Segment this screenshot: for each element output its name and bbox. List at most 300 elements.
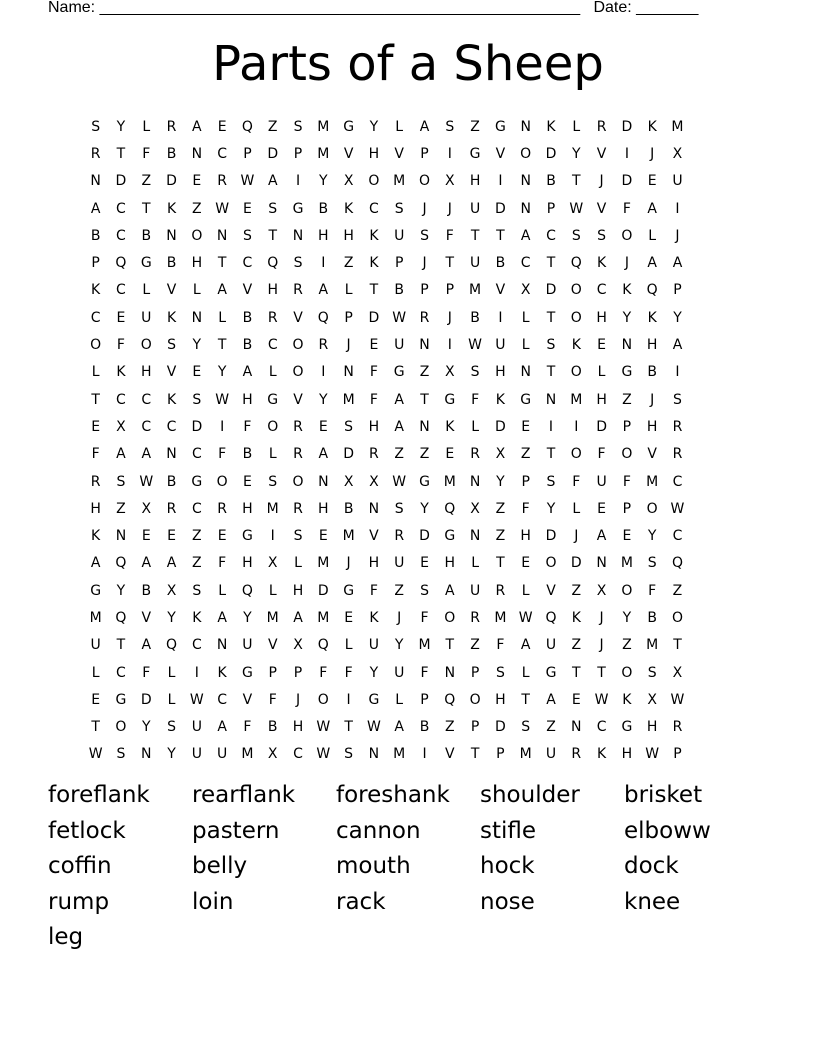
grid-letter: P	[91, 255, 100, 272]
grid-letter: Z	[672, 582, 683, 599]
grid-letter: Q	[545, 609, 557, 626]
grid-row	[83, 741, 690, 768]
grid-letter: H	[646, 719, 658, 736]
grid-letter: N	[318, 473, 329, 490]
grid-letter: P	[445, 282, 455, 299]
grid-letter: E	[597, 337, 607, 354]
grid-letter: U	[469, 582, 481, 599]
grid-letter: C	[672, 473, 683, 490]
grid-letter: H	[318, 227, 329, 244]
grid-letter: S	[344, 746, 354, 763]
grid-letter: G	[621, 719, 633, 736]
grid-letter: R	[470, 446, 480, 463]
grid-letter: O	[570, 364, 582, 381]
grid-letter: S	[470, 364, 480, 381]
grid-letter: R	[672, 719, 683, 736]
grid-letter: L	[597, 364, 606, 381]
grid-letter: K	[91, 528, 101, 545]
grid-letter: V	[394, 145, 404, 162]
grid-letter: C	[267, 337, 278, 354]
grid-letter: K	[91, 282, 101, 299]
grid-letter: T	[546, 255, 556, 272]
grid-letter: E	[571, 691, 581, 708]
grid-letter: N	[520, 364, 531, 381]
grid-letter: F	[344, 664, 353, 681]
grid-letter: B	[343, 500, 354, 517]
grid-letter: J	[650, 145, 655, 162]
grid-letter: N	[419, 418, 430, 435]
grid-letter: J	[397, 609, 402, 626]
grid-letter: T	[141, 200, 151, 217]
grid-letter: D	[191, 418, 203, 435]
grid-letter: E	[521, 418, 531, 435]
grid-letter: Q	[241, 582, 253, 599]
grid-letter: F	[648, 582, 657, 599]
grid-letter: D	[621, 118, 633, 135]
grid-letter: R	[166, 118, 177, 135]
grid-letter: Q	[115, 609, 127, 626]
grid-letter: M	[393, 173, 406, 190]
grid-letter: X	[495, 446, 506, 463]
grid-letter: Q	[317, 309, 329, 326]
grid-letter: N	[469, 473, 481, 490]
grid-letter: A	[90, 555, 101, 572]
grid-letter: G	[621, 364, 633, 381]
grid-letter: X	[369, 473, 379, 490]
grid-letter: S	[293, 528, 303, 545]
grid-letter: E	[318, 528, 328, 545]
grid-letter: Y	[647, 528, 657, 545]
word-list-item: dock	[624, 853, 679, 880]
grid-letter: A	[141, 446, 152, 463]
grid-letter: Y	[217, 364, 227, 381]
grid-letter: A	[217, 282, 227, 299]
grid-letter: P	[268, 664, 277, 681]
grid-letter: J	[422, 255, 427, 272]
grid-letter: K	[571, 337, 581, 354]
grid-letter: S	[495, 664, 505, 681]
grid-letter: N	[469, 528, 481, 545]
grid-letter: R	[394, 528, 405, 545]
grid-letter: Q	[267, 255, 279, 272]
grid-letter: F	[420, 609, 429, 626]
grid-letter: M	[570, 391, 583, 408]
grid-letter: L	[572, 500, 581, 517]
grid-letter: T	[597, 664, 606, 681]
grid-letter: A	[394, 391, 404, 408]
grid-letter: H	[292, 719, 304, 736]
grid-letter: O	[418, 173, 431, 190]
grid-letter: L	[294, 555, 302, 572]
grid-letter: U	[394, 337, 405, 354]
grid-letter: M	[418, 637, 431, 654]
grid-letter: B	[647, 609, 657, 626]
grid-letter: T	[369, 282, 379, 299]
grid-letter: V	[647, 446, 657, 463]
grid-letter: Z	[571, 637, 582, 654]
word-list-item: brisket	[624, 782, 703, 808]
grid-letter: R	[217, 500, 227, 517]
grid-row	[83, 714, 690, 741]
grid-letter: V	[343, 145, 354, 162]
grid-letter: O	[621, 446, 633, 463]
grid-letter: L	[521, 337, 530, 354]
grid-row	[83, 277, 690, 304]
word-list-item: nose	[480, 888, 535, 915]
grid-letter: R	[293, 418, 303, 435]
grid-letter: Z	[267, 118, 278, 135]
grid-letter: N	[292, 227, 304, 244]
grid-letter: H	[140, 364, 152, 381]
grid-letter: O	[621, 582, 633, 599]
grid-letter: L	[167, 664, 176, 681]
grid-letter: J	[599, 637, 604, 654]
grid-letter: O	[191, 227, 203, 244]
grid-letter: G	[343, 118, 355, 135]
grid-letter: K	[445, 418, 455, 435]
grid-letter: V	[495, 145, 506, 162]
grid-letter: L	[268, 364, 277, 381]
grid-letter: Y	[394, 637, 404, 654]
grid-letter: P	[521, 473, 530, 490]
grid-letter: X	[116, 418, 126, 435]
grid-letter: T	[673, 637, 682, 654]
grid-letter: W	[88, 746, 103, 763]
grid-letter: U	[191, 719, 202, 736]
grid-letter: B	[90, 227, 101, 244]
grid-letter: L	[192, 282, 201, 299]
grid-letter: P	[344, 309, 353, 326]
grid-letter: C	[191, 637, 202, 654]
grid-letter: W	[215, 200, 230, 217]
word-list-item: cannon	[336, 817, 421, 844]
grid-letter: U	[545, 746, 557, 763]
grid-letter: O	[292, 337, 304, 354]
grid-letter: P	[470, 664, 480, 681]
grid-letter: N	[216, 637, 228, 654]
grid-letter: K	[166, 200, 177, 217]
grid-letter: D	[495, 719, 506, 736]
grid-letter: R	[495, 582, 506, 599]
grid-letter: F	[142, 664, 151, 681]
grid-letter: N	[444, 664, 456, 681]
grid-letter: N	[520, 173, 531, 190]
grid-row	[83, 304, 690, 331]
grid-letter: D	[419, 528, 430, 545]
grid-letter: F	[521, 500, 530, 517]
grid-letter: J	[422, 200, 427, 217]
grid-letter: F	[369, 364, 378, 381]
grid-letter: T	[546, 364, 556, 381]
word-list-item: foreshank	[336, 782, 450, 808]
grid-letter: M	[646, 637, 659, 654]
grid-letter: Q	[646, 282, 658, 299]
grid-letter: Y	[141, 719, 151, 736]
grid-letter: S	[293, 255, 303, 272]
grid-row	[83, 522, 690, 549]
grid-letter: E	[192, 173, 202, 190]
grid-letter: P	[293, 145, 303, 162]
grid-letter: Z	[141, 173, 152, 190]
grid-letter: T	[91, 391, 100, 408]
grid-letter: T	[445, 255, 455, 272]
grid-letter: M	[266, 609, 279, 626]
grid-letter: C	[116, 391, 126, 408]
grid-letter: A	[242, 364, 253, 381]
grid-letter: O	[671, 609, 683, 626]
grid-letter: O	[267, 418, 279, 435]
grid-letter: G	[419, 473, 430, 490]
grid-letter: L	[167, 691, 176, 708]
grid-letter: J	[624, 255, 629, 272]
grid-letter: A	[217, 719, 227, 736]
grid-letter: U	[242, 637, 253, 654]
grid-letter: F	[622, 200, 631, 217]
grid-letter: Z	[116, 500, 126, 517]
grid-letter: I	[675, 200, 680, 217]
grid-letter: B	[419, 719, 430, 736]
grid-letter: V	[267, 637, 278, 654]
word-list-item: leg	[48, 924, 84, 951]
word-list-item: elboww	[624, 817, 711, 844]
grid-letter: S	[192, 582, 202, 599]
grid-letter: R	[90, 145, 101, 162]
grid-letter: F	[268, 691, 277, 708]
grid-letter: O	[216, 473, 228, 490]
grid-letter: B	[166, 145, 177, 162]
grid-letter: U	[90, 637, 101, 654]
grid-letter: W	[189, 691, 204, 708]
grid-letter: W	[139, 473, 154, 490]
grid-letter: K	[622, 282, 632, 299]
grid-letter: H	[596, 391, 607, 408]
word-list-item: mouth	[336, 853, 411, 880]
grid-letter: Y	[167, 609, 176, 626]
grid-letter: I	[675, 364, 680, 381]
grid-letter: B	[546, 173, 556, 190]
grid-letter: A	[141, 637, 152, 654]
grid-letter: I	[548, 418, 554, 435]
grid-letter: G	[90, 582, 102, 599]
grid-letter: M	[342, 528, 355, 545]
grid-letter: L	[344, 637, 353, 654]
grid-letter: U	[217, 746, 228, 763]
grid-letter: T	[445, 637, 455, 654]
grid-letter: N	[621, 337, 633, 354]
grid-letter: L	[91, 364, 100, 381]
grid-letter: K	[166, 391, 177, 408]
grid-letter: Z	[546, 719, 556, 736]
grid-letter: A	[293, 609, 303, 626]
grid-letter: T	[91, 719, 100, 736]
grid-letter: S	[420, 582, 429, 599]
grid-letter: S	[647, 555, 657, 572]
grid-letter: C	[596, 282, 607, 299]
grid-letter: R	[571, 746, 582, 763]
grid-letter: K	[647, 309, 657, 326]
grid-letter: M	[620, 555, 633, 572]
grid-letter: U	[394, 555, 405, 572]
grid-letter: R	[293, 282, 303, 299]
word-list-item: fetlock	[48, 817, 126, 844]
grid-letter: J	[346, 555, 351, 572]
grid-letter: S	[647, 664, 657, 681]
grid-letter: S	[420, 227, 429, 244]
grid-letter: A	[267, 173, 278, 190]
grid-letter: P	[622, 500, 632, 517]
grid-letter: N	[191, 145, 203, 162]
grid-letter: S	[242, 227, 252, 244]
grid-letter: N	[596, 555, 607, 572]
grid-letter: I	[194, 664, 199, 681]
grid-letter: V	[495, 282, 506, 299]
grid-row	[83, 331, 690, 358]
grid-letter: K	[369, 227, 379, 244]
grid-letter: A	[141, 555, 152, 572]
grid-letter: N	[141, 746, 152, 763]
grid-letter: O	[115, 719, 127, 736]
grid-letter: N	[191, 309, 203, 326]
grid-letter: V	[596, 200, 607, 217]
grid-letter: J	[346, 337, 351, 354]
grid-letter: Y	[192, 337, 202, 354]
grid-letter: A	[318, 282, 329, 299]
grid-letter: H	[469, 173, 481, 190]
grid-letter: W	[392, 309, 407, 326]
grid-letter: Y	[622, 309, 632, 326]
grid-letter: N	[115, 528, 127, 545]
grid-letter: E	[420, 555, 429, 572]
grid-letter: C	[596, 719, 607, 736]
grid-letter: M	[494, 609, 507, 626]
grid-letter: G	[393, 364, 405, 381]
grid-letter: Q	[570, 255, 582, 272]
grid-letter: V	[445, 746, 455, 763]
grid-letter: A	[166, 555, 177, 572]
grid-letter: X	[647, 691, 657, 708]
grid-letter: R	[318, 337, 329, 354]
word-list-item: coffin	[48, 853, 112, 880]
grid-letter: H	[267, 282, 278, 299]
grid-letter: Z	[419, 364, 430, 381]
grid-letter: A	[672, 337, 683, 354]
grid-letter: E	[116, 309, 126, 326]
grid-letter: J	[599, 173, 604, 190]
grid-letter: P	[420, 282, 429, 299]
grid-letter: C	[141, 391, 152, 408]
grid-letter: Q	[444, 500, 456, 517]
grid-row	[83, 686, 690, 713]
grid-letter: C	[90, 309, 101, 326]
grid-letter: G	[444, 391, 456, 408]
grid-letter: L	[142, 118, 151, 135]
grid-letter: G	[494, 118, 506, 135]
grid-letter: H	[368, 418, 380, 435]
grid-letter: T	[116, 145, 126, 162]
grid-letter: K	[495, 391, 505, 408]
grid-letter: L	[218, 582, 227, 599]
grid-letter: F	[218, 446, 227, 463]
grid-letter: H	[646, 337, 658, 354]
grid-letter: N	[216, 227, 228, 244]
grid-letter: M	[317, 609, 330, 626]
grid-letter: K	[344, 200, 354, 217]
grid-letter: K	[192, 609, 202, 626]
grid-letter: E	[445, 446, 455, 463]
grid-letter: E	[369, 337, 379, 354]
grid-letter: I	[321, 364, 326, 381]
grid-letter: R	[293, 500, 303, 517]
grid-letter: R	[217, 173, 227, 190]
grid-letter: T	[344, 719, 353, 736]
grid-letter: Y	[546, 500, 556, 517]
grid-letter: O	[520, 145, 532, 162]
grid-letter: F	[622, 473, 631, 490]
grid-row	[83, 195, 690, 222]
grid-letter: H	[621, 746, 633, 763]
grid-letter: E	[597, 500, 607, 517]
header	[48, 0, 698, 18]
grid-letter: R	[672, 418, 683, 435]
grid-letter: B	[647, 364, 657, 381]
grid-letter: R	[293, 446, 303, 463]
grid-letter: D	[115, 173, 127, 190]
grid-letter: B	[394, 282, 405, 299]
grid-letter: X	[596, 582, 607, 599]
grid-letter: X	[343, 473, 354, 490]
grid-letter: X	[520, 282, 531, 299]
grid-letter: T	[546, 309, 556, 326]
grid-letter: E	[217, 528, 227, 545]
grid-letter: O	[646, 500, 658, 517]
grid-letter: F	[369, 582, 378, 599]
grid-letter: F	[471, 391, 480, 408]
grid-letter: A	[520, 227, 531, 244]
grid-letter: S	[445, 118, 455, 135]
grid-letter: X	[166, 582, 177, 599]
grid-letter: L	[395, 691, 404, 708]
grid-letter: D	[317, 582, 329, 599]
grid-letter: M	[469, 282, 482, 299]
grid-letter: Y	[369, 664, 379, 681]
grid-letter: N	[90, 173, 101, 190]
grid-row	[83, 495, 690, 522]
grid-letter: K	[596, 255, 607, 272]
grid-letter: Z	[192, 200, 202, 217]
grid-letter: D	[495, 200, 506, 217]
grid-letter: K	[166, 309, 177, 326]
grid-letter: B	[141, 582, 152, 599]
grid-letter: V	[141, 609, 152, 626]
grid-letter: Z	[622, 391, 632, 408]
grid-letter: H	[90, 500, 101, 517]
grid-letter: W	[670, 500, 685, 517]
grid-letter: R	[419, 309, 430, 326]
grid-letter: Y	[673, 309, 682, 326]
grid-letter: H	[495, 364, 506, 381]
grid-letter: S	[293, 118, 303, 135]
grid-letter: Z	[495, 528, 506, 545]
word-list-item: knee	[624, 888, 681, 915]
grid-letter: S	[597, 227, 607, 244]
grid-letter: N	[419, 337, 430, 354]
grid-letter: M	[317, 145, 330, 162]
grid-letter: N	[368, 746, 380, 763]
grid-letter: T	[546, 446, 556, 463]
grid-letter: H	[368, 555, 380, 572]
grid-letter: I	[321, 255, 326, 272]
grid-letter: M	[393, 746, 406, 763]
